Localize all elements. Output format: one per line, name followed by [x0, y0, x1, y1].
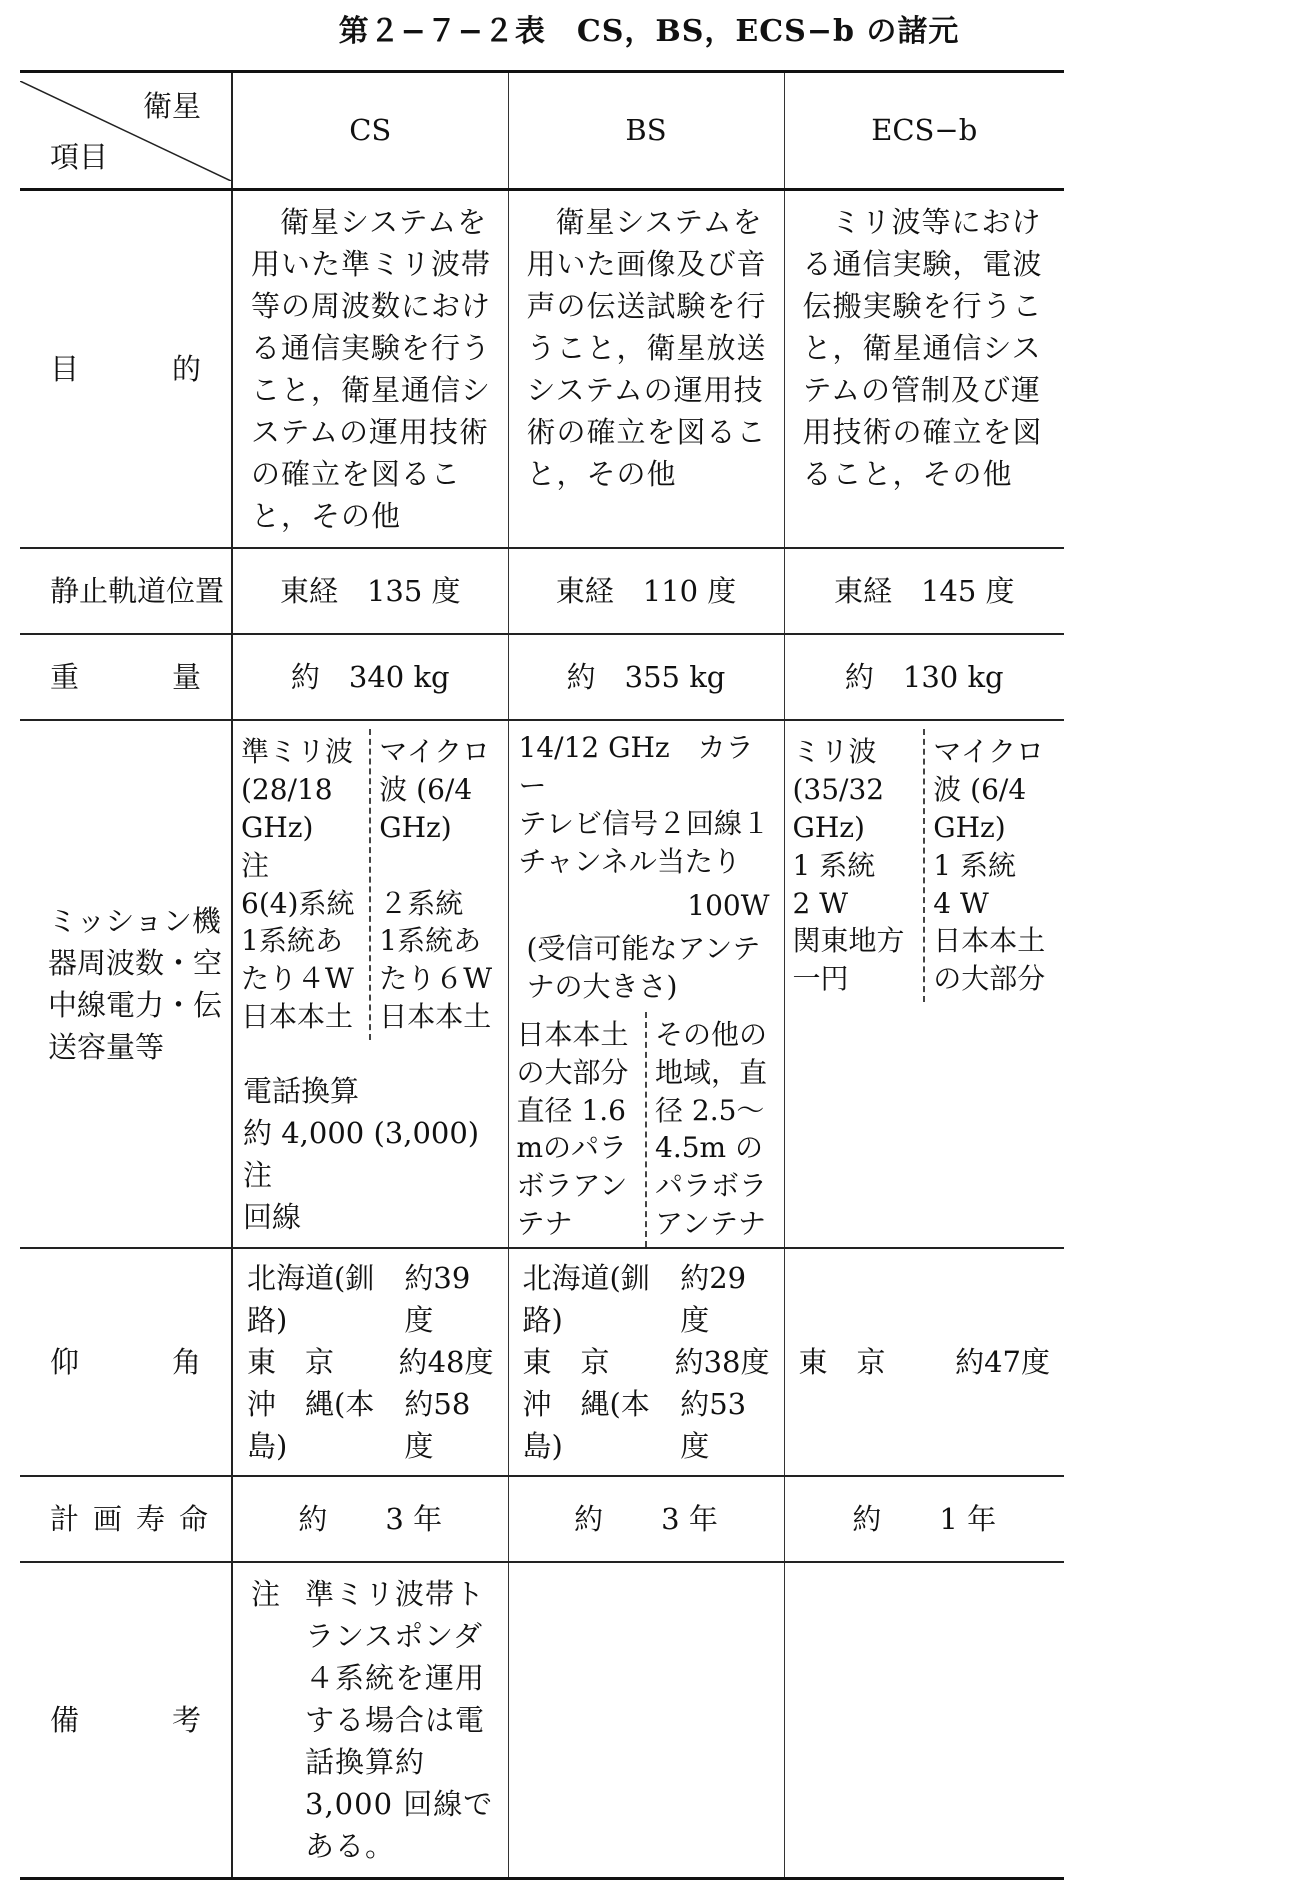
elevation-place: 北海道(釧路)	[522, 1260, 650, 1337]
mission-cs-right-line: 波 (6/4	[379, 773, 473, 807]
column-header-bs: BS	[508, 72, 784, 190]
label-mission-line: 器周波数・空	[48, 946, 223, 980]
corner-cell	[20, 72, 232, 190]
corner-item-label: 項目	[50, 140, 109, 175]
elevation-place: 東 京	[522, 1344, 610, 1379]
mission-bs-signal	[509, 721, 784, 880]
label-life	[20, 1476, 232, 1562]
label-purpose	[20, 190, 232, 549]
column-header-ecs: ECS−b	[784, 72, 1064, 190]
orbit-ecs: 東経 145 度	[784, 548, 1064, 634]
elevation-line	[247, 1383, 494, 1467]
elevation-place: 沖 縄(本島)	[247, 1386, 375, 1463]
mission-ecs-right-line: の大部分	[933, 962, 1046, 996]
mission-bs-left-line: 直径 1.6	[516, 1093, 626, 1127]
life-ecs: 約 1 年	[784, 1476, 1064, 1562]
header-row	[20, 72, 1064, 190]
mission-cs-phone-capacity	[233, 1040, 508, 1244]
remarks-ecs	[784, 1562, 1064, 1879]
mission-cs-bottom-line: 回線	[243, 1199, 302, 1234]
label-remarks-b: 考	[171, 1703, 201, 1738]
mission-cs-right-line: ２系統	[379, 886, 464, 920]
mission-ecs-right-line: 1 系統	[933, 848, 1016, 882]
mission-ecs-left-line: (35/32	[792, 773, 885, 807]
elevation-angle: 約38度	[674, 1344, 770, 1379]
mission-cs	[232, 720, 508, 1247]
mission-bs-right-line: パラボラ	[655, 1169, 768, 1203]
mission-bs-left-line: mのパラ	[516, 1131, 628, 1165]
elevation-line	[523, 1257, 770, 1341]
mission-bs-right-line: 径 2.5〜	[655, 1093, 765, 1127]
mission-bs-top-line: テレビ信号２回線１	[518, 806, 770, 840]
mission-cs-left-line: 6(4)系統	[241, 886, 355, 920]
mission-cs-right-line	[379, 847, 499, 885]
mission-bs-top-line: 14/12 GHz カラー	[518, 731, 754, 803]
weight-bs: 約 355 kg	[508, 634, 784, 720]
remarks-note-mark: 注	[251, 1576, 282, 1611]
label-weight-a: 重	[50, 660, 80, 695]
mission-ecs-left-line: GHz)	[792, 810, 865, 844]
mission-ecs-left-line: ミリ波	[792, 735, 877, 769]
label-elevation-b: 角	[171, 1344, 201, 1379]
row-orbit	[20, 548, 1064, 634]
mission-bs-right-line: その他の	[655, 1017, 768, 1051]
mission-bs-top-line: チャンネル当たり	[518, 844, 741, 878]
mission-bs-right-line: アンテナ	[655, 1206, 766, 1240]
mission-cs-microwave	[371, 729, 507, 1039]
column-header-cs: CS	[232, 72, 508, 190]
elevation-ecs	[784, 1248, 1064, 1476]
elevation-line	[523, 1341, 770, 1383]
mission-ecs-right-line: マイクロ	[933, 735, 1045, 769]
mission-bs-left-line: テナ	[516, 1206, 573, 1240]
purpose-cs	[232, 190, 508, 549]
purpose-text-ecs: ミリ波等における通信実験，電波伝搬実験を行うこと，衛星通信システムの管制及び運用技術の確立を図ること，その他	[802, 205, 1043, 492]
label-elevation	[20, 1248, 232, 1476]
remarks-text-cs: 準ミリ波帯トランスポンダ４系統を運用する場合は電話換算約 3,000 回線である。	[305, 1576, 494, 1864]
label-mission-line: ミッション機	[48, 903, 221, 938]
elevation-angle: 約58度	[404, 1386, 471, 1463]
elevation-angle: 約47度	[955, 1344, 1050, 1379]
mission-bs-other-regions	[647, 1012, 784, 1247]
mission-ecs-right-line: 日本本土	[933, 924, 1046, 958]
elevation-bs	[508, 1248, 784, 1476]
mission-bs-antenna-head-line: (受信可能なアンテ	[526, 932, 761, 966]
mission-bs-power: 100W	[687, 888, 770, 922]
mission-ecs	[784, 720, 1064, 1247]
mission-ecs-right-line: 4 W	[933, 886, 989, 920]
label-weight-b: 量	[171, 660, 201, 695]
label-remarks-a: 備	[50, 1703, 80, 1738]
elevation-line	[799, 1341, 1051, 1383]
orbit-cs: 東経 135 度	[232, 548, 508, 634]
purpose-bs	[508, 190, 784, 549]
weight-ecs: 約 130 kg	[784, 634, 1064, 720]
mission-ecs-microwave	[925, 729, 1064, 1002]
elevation-line	[247, 1257, 494, 1341]
label-mission-line: 送容量等	[48, 1030, 165, 1065]
elevation-line	[247, 1341, 494, 1383]
mission-cs-left-line: 注	[241, 848, 270, 882]
label-mission-line: 中線電力・伝	[48, 988, 223, 1023]
mission-cs-bottom-line: 約 4,000 (3,000)注	[243, 1115, 480, 1192]
mission-cs-right-line: マイクロ	[379, 735, 491, 769]
mission-bs-antenna-head	[509, 930, 784, 1012]
label-elevation-a: 仰	[50, 1344, 80, 1379]
mission-bs-left-line: ボラアン	[516, 1169, 628, 1203]
orbit-bs: 東経 110 度	[508, 548, 784, 634]
mission-cs-quasi-mm	[233, 729, 371, 1039]
mission-bs-antenna-head-line: ナの大きさ)	[526, 970, 678, 1004]
mission-ecs-left-line: 一円	[792, 962, 849, 996]
row-remarks	[20, 1562, 1064, 1879]
row-elevation	[20, 1248, 1064, 1476]
mission-bs-left-line: 日本本土	[516, 1017, 629, 1051]
mission-ecs-right-line: GHz)	[933, 810, 1006, 844]
mission-cs-left-line: (28/18	[241, 773, 333, 807]
label-life-text: 計画寿命	[50, 1501, 223, 1536]
mission-cs-right-line: GHz)	[379, 810, 452, 844]
mission-bs	[508, 720, 784, 1247]
satellite-spec-table	[20, 70, 1064, 1880]
elevation-line	[523, 1383, 770, 1467]
remarks-cs	[232, 1562, 508, 1879]
elevation-angle: 約48度	[398, 1344, 494, 1379]
mission-ecs-left-line: 1 系統	[792, 848, 876, 882]
mission-cs-left-line: 準ミリ波	[241, 735, 354, 769]
elevation-place: 沖 縄(本島)	[522, 1386, 650, 1463]
elevation-place: 東 京	[798, 1344, 886, 1379]
table-title: 第２−７−２表 CS，BS，ECS−b の諸元	[338, 14, 960, 49]
label-orbit	[20, 548, 232, 634]
row-purpose	[20, 190, 1064, 549]
label-remarks	[20, 1562, 232, 1879]
elevation-place: 東 京	[247, 1344, 335, 1379]
label-mission	[20, 720, 232, 1247]
label-orbit-text: 静止軌道位置	[50, 574, 225, 609]
row-weight	[20, 634, 1064, 720]
weight-cs: 約 340 kg	[232, 634, 508, 720]
mission-bs-right-line: 地域，直	[655, 1055, 768, 1089]
mission-cs-left-line: GHz)	[241, 810, 314, 844]
mission-cs-right-line: 日本本土	[379, 999, 492, 1033]
purpose-ecs	[784, 190, 1064, 549]
mission-ecs-left-line: 関東地方	[792, 924, 905, 958]
mission-ecs-mm	[785, 729, 926, 1002]
mission-cs-right-line: 1系統あ	[379, 924, 482, 958]
row-life	[20, 1476, 1064, 1562]
row-mission	[20, 720, 1064, 1247]
elevation-place: 北海道(釧路)	[247, 1260, 375, 1337]
mission-cs-left-line: たり４W	[241, 962, 354, 996]
remarks-bs	[508, 1562, 784, 1879]
label-weight	[20, 634, 232, 720]
mission-bs-left-line: の大部分	[516, 1055, 629, 1089]
mission-cs-left-line: 1系統あ	[241, 924, 343, 958]
mission-bs-mainland	[509, 1012, 648, 1247]
elevation-angle: 約53度	[680, 1386, 747, 1463]
label-purpose-b: 的	[171, 352, 201, 387]
life-bs: 約 3 年	[508, 1476, 784, 1562]
elevation-angle: 約29度	[680, 1260, 747, 1337]
elevation-angle: 約39度	[404, 1260, 471, 1337]
mission-cs-right-line: たり６W	[379, 962, 493, 996]
purpose-text-bs: 衛星システムを用いた画像及び音声の伝送試験を行うこと，衛星放送システムの運用技術の確立を図ること，その他	[526, 205, 767, 492]
mission-ecs-right-line: 波 (6/4	[933, 773, 1027, 807]
purpose-text-cs: 衛星システムを用いた準ミリ波帯等の周波数における通信実験を行うこと，衛星通信システムの運用技術の確立を図ること，その他	[251, 205, 492, 534]
mission-cs-left-line: 日本本土	[241, 999, 354, 1033]
life-cs: 約 3 年	[232, 1476, 508, 1562]
mission-cs-bottom-line: 電話換算	[243, 1073, 360, 1108]
mission-ecs-left-line: 2 W	[792, 886, 848, 920]
mission-bs-right-line: 4.5m の	[655, 1131, 763, 1165]
elevation-cs	[232, 1248, 508, 1476]
label-purpose-a: 目	[50, 352, 80, 387]
corner-satellite-label: 衛星	[142, 88, 201, 123]
